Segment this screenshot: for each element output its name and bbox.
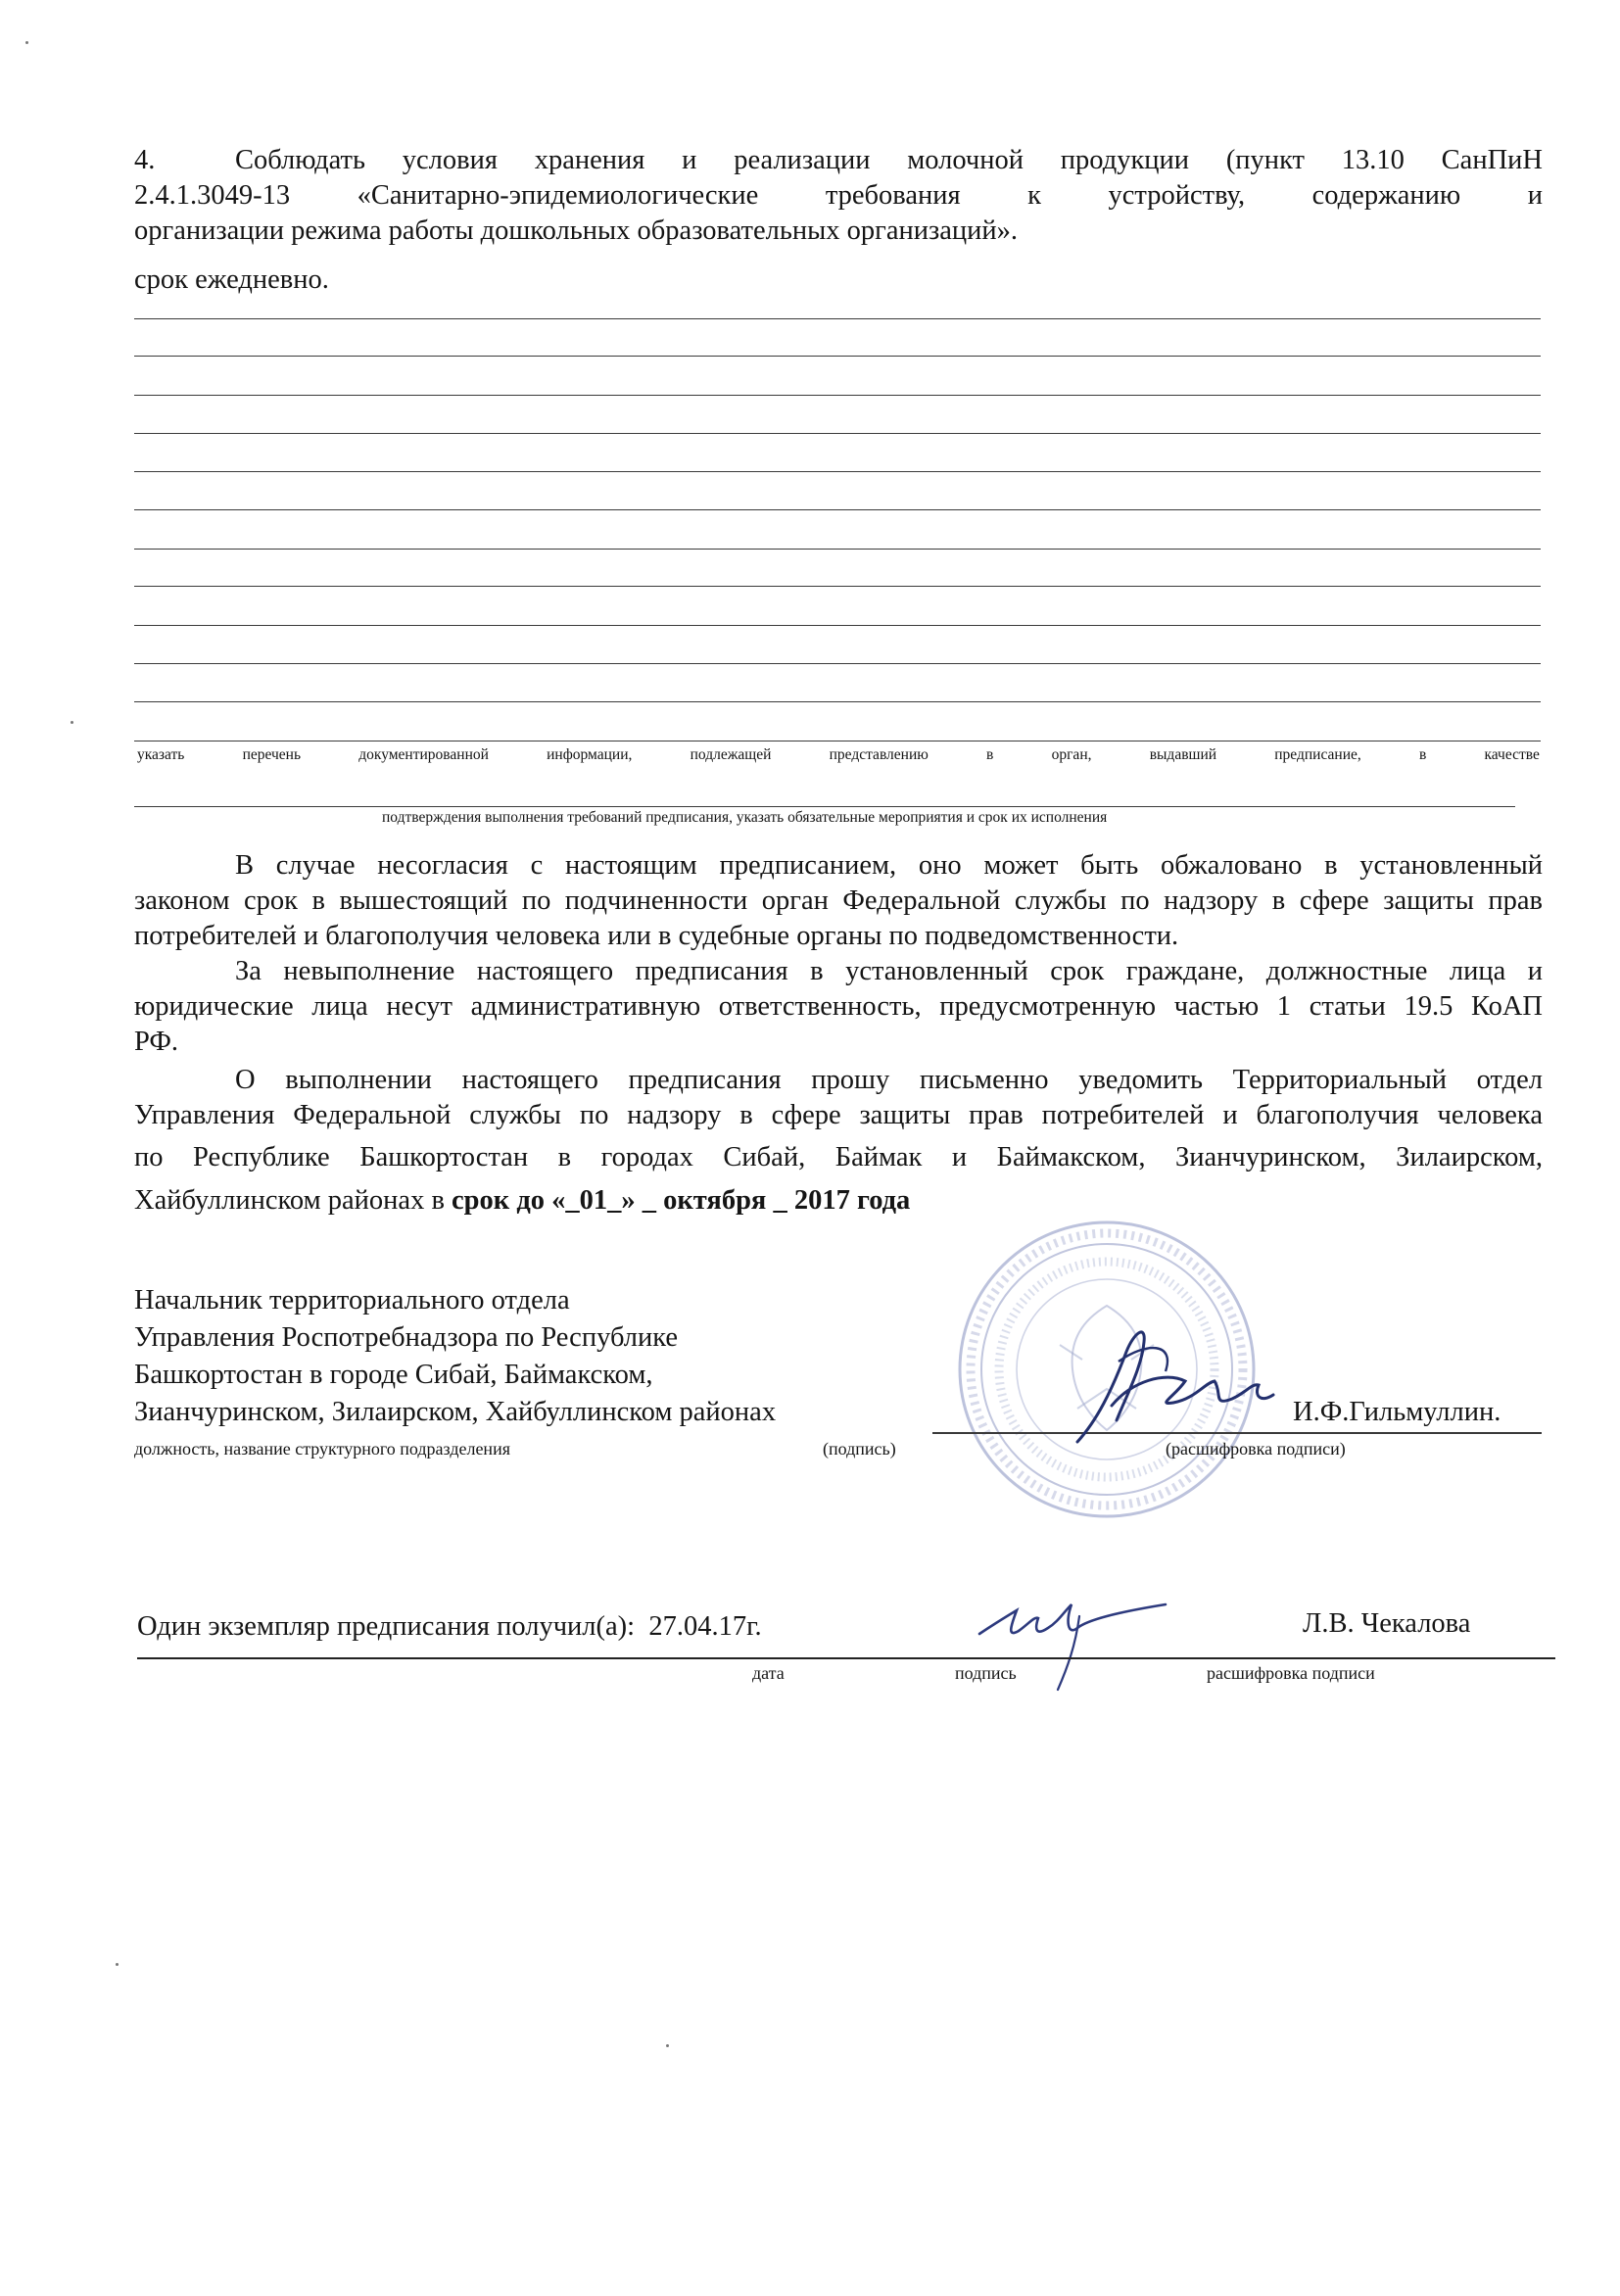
caption-signature: (подпись) xyxy=(823,1439,896,1459)
receipt-caption-signature: подпись xyxy=(955,1663,1017,1683)
paragraph-line: по Республике Башкортостан в городах Сибай, Баймак и Баймакском, Зианчуринском, Зилаирском, xyxy=(134,1142,1543,1172)
hint-word: в xyxy=(1418,746,1427,763)
signatory-position-line: Башкортостан в городе Сибай, Баймакском, xyxy=(134,1360,653,1390)
paragraph-line: В случае несогласия с настоящим предписанием, оно может быть обжаловано в установленный xyxy=(235,850,1543,881)
paragraph-line: юридические лица несут административную ответственность, предусмотренную частью 1 статьи 19.5 КоАП xyxy=(134,991,1543,1022)
handwritten-signature xyxy=(1058,1313,1283,1450)
signatory-position-line: Начальник территориального отдела xyxy=(134,1285,570,1315)
caption-decoding: (расшифровка подписи) xyxy=(1166,1439,1346,1459)
scan-speck xyxy=(116,1963,119,1966)
paragraph-line: Управления Федеральной службы по надзору в сфере защиты прав потребителей и благополучия человека xyxy=(134,1100,1543,1130)
item-text-line: Соблюдать условия хранения и реализации молочной продукции (пункт 13.10 СанПиН xyxy=(235,145,1543,175)
item-text-line: 2.4.1.3049-13 «Санитарно-эпидемиологические требования к устройству, содержанию и xyxy=(134,180,1543,211)
signatory-position-line: Зианчуринском, Зилаирском, Хайбуллинском районах xyxy=(134,1397,777,1427)
deadline-bold: срок до «_01_» _ октября _ 2017 года xyxy=(452,1185,911,1216)
receipt-name: Л.В. Чекалова xyxy=(1303,1608,1471,1639)
item-number: 4. xyxy=(134,145,156,175)
hint-rule xyxy=(134,806,1515,807)
item-deadline: срок ежедневно. xyxy=(134,264,329,295)
hint-row xyxy=(137,746,1540,764)
receipt-line xyxy=(137,1657,1555,1659)
receipt-label: Один экземпляр предписания получил(а): 27.04.17г. xyxy=(137,1611,762,1642)
hint-word: качестве xyxy=(1484,746,1540,763)
hint-word: выдавший xyxy=(1149,746,1217,763)
receipt-caption-decoding: расшифровка подписи xyxy=(1207,1663,1375,1683)
hint-row-2: подтверждения выполнения требований предписания, указать обязательные мероприятия и срок их исполнения xyxy=(382,809,1108,826)
hint-word: подлежащей xyxy=(690,746,772,763)
hint-word: указать xyxy=(137,746,185,763)
paragraph-line: РФ. xyxy=(134,1027,179,1057)
hint-word: информации, xyxy=(547,746,633,763)
signatory-name: И.Ф.Гильмуллин. xyxy=(1293,1397,1501,1427)
paragraph-line: О выполнении настоящего предписания прошу письменно уведомить Территориальный отдел xyxy=(235,1065,1543,1095)
hint-word: в xyxy=(986,746,994,763)
paragraph-line: законом срок в вышестоящий по подчиненности орган Федеральной службы по надзору в сфере защиты прав xyxy=(134,885,1543,916)
scan-speck xyxy=(71,721,73,724)
hint-word: перечень xyxy=(242,746,302,763)
scan-speck xyxy=(25,41,28,44)
paragraph-line-deadline: Хайбуллинском районах в срок до «_01_» _ октября _ 2017 года xyxy=(134,1185,911,1216)
paragraph-line: потребителей и благополучия человека или в судебные органы по подведомственности. xyxy=(134,921,1179,951)
hint-word: предписание, xyxy=(1274,746,1361,763)
paragraph-line: За невыполнение настоящего предписания в установленный срок граждане, должностные лица и xyxy=(235,956,1543,986)
caption-position: должность, название структурного подразделения xyxy=(134,1439,510,1459)
item-text-line: организации режима работы дошкольных образовательных организаций». xyxy=(134,215,1019,246)
receipt-date: 27.04.17г. xyxy=(648,1611,762,1642)
receipt-caption-date: дата xyxy=(752,1663,785,1683)
hint-word: представлению xyxy=(829,746,929,763)
scan-speck xyxy=(666,2044,669,2047)
hint-word: документированной xyxy=(358,746,489,763)
signatory-position-line: Управления Роспотребнадзора по Республике xyxy=(134,1322,678,1353)
hint-word: орган, xyxy=(1051,746,1092,763)
